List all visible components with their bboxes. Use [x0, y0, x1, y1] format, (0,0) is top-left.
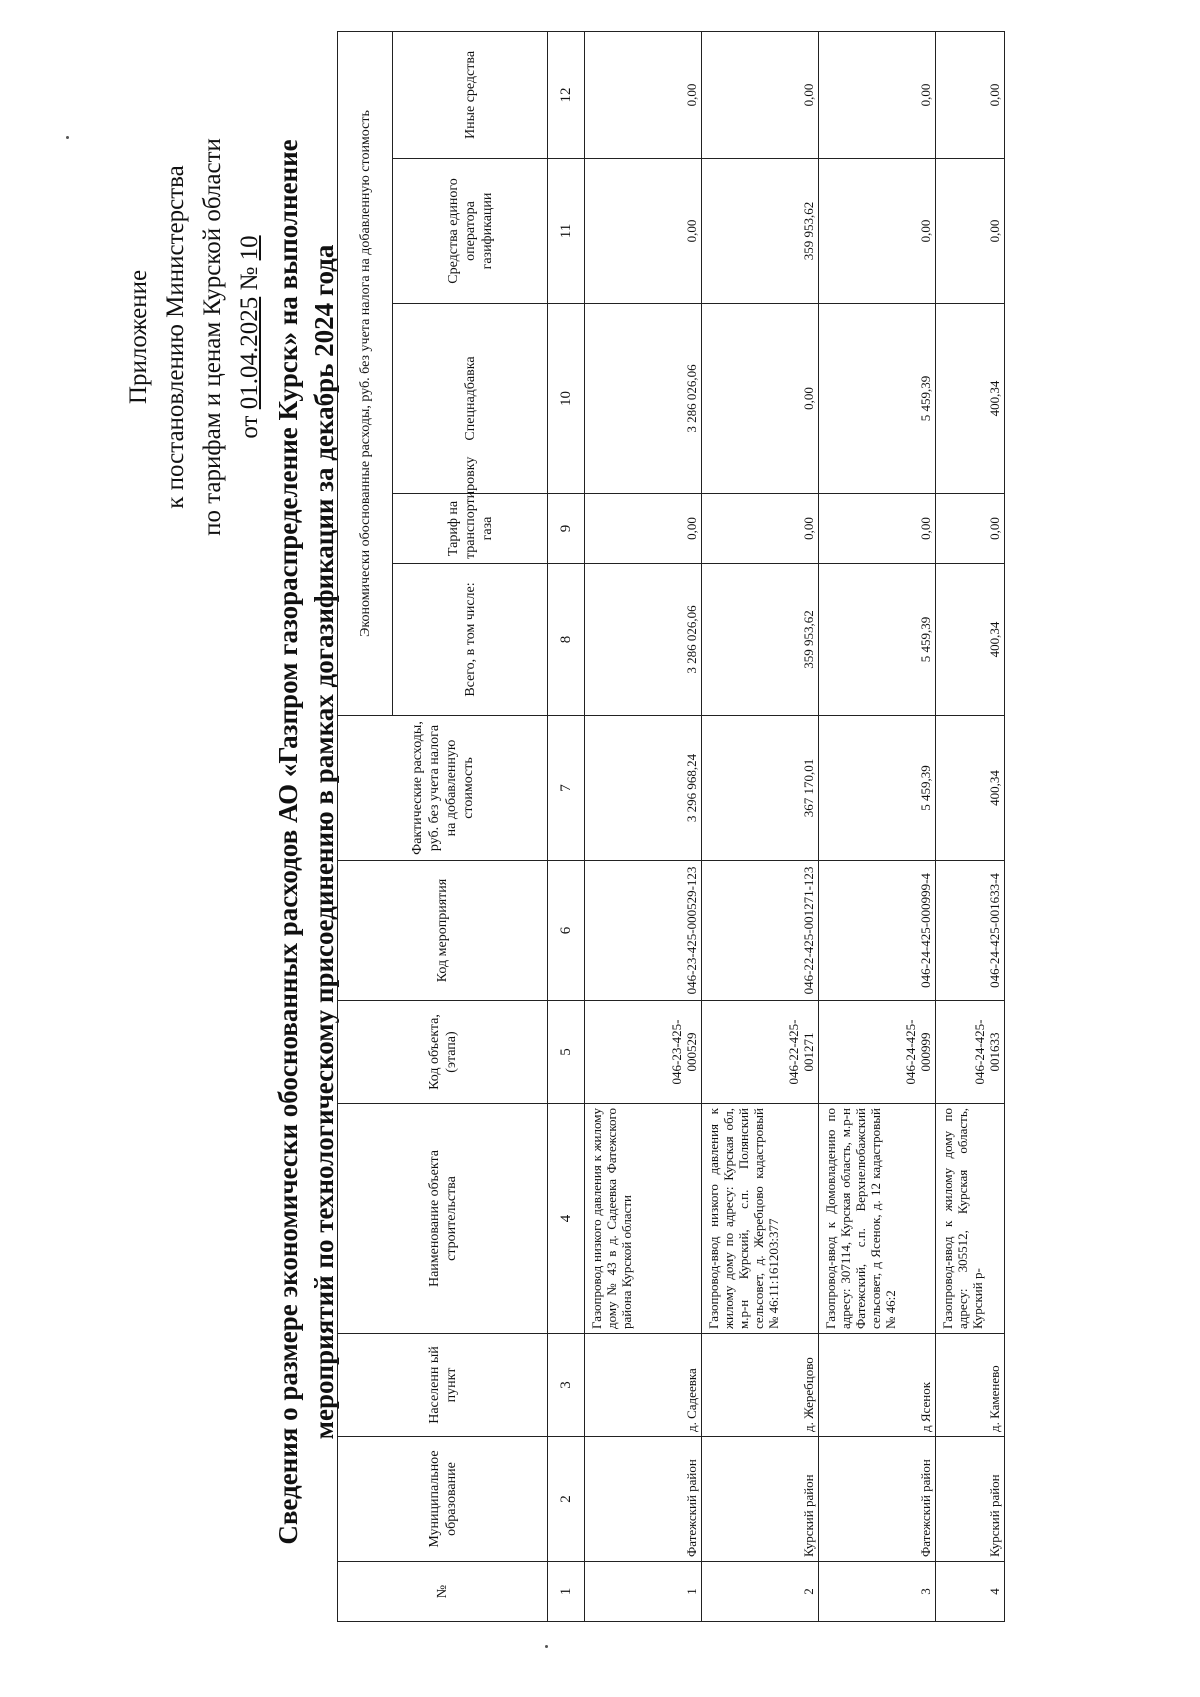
- column-number: 6: [548, 861, 585, 1001]
- cell-num: 4: [936, 1562, 1005, 1622]
- cell-event-code: 046-24-425-001633-4: [936, 861, 1005, 1001]
- cell-object-code: 046-24-425-000999: [819, 1001, 936, 1104]
- column-number: 4: [548, 1104, 585, 1334]
- header-event-code: Код мероприятия: [338, 861, 548, 1001]
- cell-object-code: 046-24-425-001633: [936, 1001, 1005, 1104]
- cell-num: 2: [702, 1562, 819, 1622]
- header-special: Спецнадбавка: [393, 304, 548, 494]
- column-number: 2: [548, 1437, 585, 1562]
- header-operator: Средства единого оператора газификации: [393, 159, 548, 304]
- title-line-2: мероприятий по технологическому присоединению в рамках догазификации за декабрь 2024 года: [309, 244, 339, 1440]
- column-number: 11: [548, 159, 585, 304]
- title-line-1: Сведения о размере экономически обоснованных расходов АО «Газпром газораспределение Курск» на выполнение: [273, 139, 303, 1545]
- number-prefix: №: [236, 266, 263, 291]
- scan-speck: [545, 1645, 548, 1648]
- expenses-table: [337, 31, 1005, 1622]
- header-econ-group: Экономически обоснованные расходы, руб. без учета налога на добавленную стоимость: [338, 31, 393, 715]
- cell-object-name: Газопровод низкого давления к жилому дому № 43 в д. Садеевка Фатежского района Курской области: [585, 1104, 702, 1334]
- cell-operator: 359 953,62: [702, 159, 819, 304]
- cell-event-code: 046-23-425-000529-123: [585, 861, 702, 1001]
- header-tariff: Тариф на транспортировку газа: [393, 494, 548, 564]
- header-municipality: Муниципальное образование: [338, 1437, 548, 1562]
- cell-other: 0,00: [936, 31, 1005, 158]
- cell-special: 0,00: [702, 304, 819, 494]
- cell-object-name: Газопровод-ввод к Домовладению по адресу: 307114, Курская область, м.р-н Фатежский, с.п. Верхнелюбажский сельсовет, д Ясенок, д. 12 кадастровый № 46:2: [819, 1104, 936, 1334]
- cell-event-code: 046-22-425-001271-123: [702, 861, 819, 1001]
- header-row-top: [338, 31, 393, 1621]
- resolution-date: 01.04.2025: [236, 296, 263, 410]
- cell-object-code: 046-23-425-000529: [585, 1001, 702, 1104]
- column-number: 12: [548, 31, 585, 158]
- document-title: [270, 47, 342, 1637]
- cell-special: 400,34: [936, 304, 1005, 494]
- cell-settlement: д. Жеребцово: [702, 1334, 819, 1437]
- cell-event-code: 046-24-425-000999-4: [819, 861, 936, 1001]
- cell-actual: 367 170,01: [702, 716, 819, 861]
- column-number: 8: [548, 564, 585, 716]
- header-num: №: [338, 1562, 548, 1622]
- cell-tariff: 0,00: [585, 494, 702, 564]
- cell-tariff: 0,00: [819, 494, 936, 564]
- table-row: [936, 31, 1005, 1621]
- cell-settlement: д. Садеевка: [585, 1334, 702, 1437]
- cell-other: 0,00: [702, 31, 819, 158]
- cell-operator: 0,00: [819, 159, 936, 304]
- header-other: Иные средства: [393, 31, 548, 158]
- cell-other: 0,00: [819, 31, 936, 158]
- column-number: 3: [548, 1334, 585, 1437]
- cell-object-name: Газопровод-ввод к жилому дому по адресу: 305512, Курская область, Курский р-: [936, 1104, 1005, 1334]
- cell-municipality: Фатежский район: [819, 1437, 936, 1562]
- cell-num: 3: [819, 1562, 936, 1622]
- cell-actual: 400,34: [936, 716, 1005, 861]
- appendix-header: [120, 87, 268, 587]
- header-object-name: Наименование объекта строительства: [338, 1104, 548, 1334]
- cell-num: 1: [585, 1562, 702, 1622]
- resolution-number: 10: [236, 235, 263, 261]
- cell-special: 5 459,39: [819, 304, 936, 494]
- scan-speck: [66, 136, 69, 139]
- header-total: Всего, в том числе:: [393, 564, 548, 716]
- header-object-code: Код объекта, (этапа): [338, 1001, 548, 1104]
- column-number: 7: [548, 716, 585, 861]
- column-number: 10: [548, 304, 585, 494]
- cell-total: 3 286 026,06: [585, 564, 702, 716]
- appendix-line-3: по тарифам и ценам Курской области: [199, 138, 226, 536]
- appendix-date-line: [231, 87, 268, 587]
- cell-municipality: Фатежский район: [585, 1437, 702, 1562]
- cell-settlement: д Ясенок: [819, 1334, 936, 1437]
- cell-total: 400,34: [936, 564, 1005, 716]
- header-actual: Фактические расходы, руб. без учета налога на добавленную стоимость: [338, 716, 548, 861]
- cell-actual: 3 296 968,24: [585, 716, 702, 861]
- cell-other: 0,00: [585, 31, 702, 158]
- cell-operator: 0,00: [936, 159, 1005, 304]
- cell-object-code: 046-22-425-001271: [702, 1001, 819, 1104]
- header-settlement: Населенн ый пункт: [338, 1334, 548, 1437]
- cell-total: 5 459,39: [819, 564, 936, 716]
- cell-settlement: д. Каменево: [936, 1334, 1005, 1437]
- cell-municipality: Курский район: [702, 1437, 819, 1562]
- cell-object-name: Газопровод-ввод низкого давления к жилому дому по адресу: Курская обл, м.р-н Курский, с.п. Полянский сельсовет, д. Жеребцово кадастровый № 46:11:161203:377: [702, 1104, 819, 1334]
- cell-actual: 5 459,39: [819, 716, 936, 861]
- cell-tariff: 0,00: [702, 494, 819, 564]
- table-row: [702, 31, 819, 1621]
- cell-operator: 0,00: [585, 159, 702, 304]
- cell-special: 3 286 026,06: [585, 304, 702, 494]
- column-number: 1: [548, 1562, 585, 1622]
- column-number: 5: [548, 1001, 585, 1104]
- table-row: [585, 31, 702, 1621]
- table-row: [819, 31, 936, 1621]
- column-numbers-row: [548, 31, 585, 1621]
- appendix-line-1: Приложение: [125, 269, 152, 405]
- cell-tariff: 0,00: [936, 494, 1005, 564]
- date-prefix: от: [236, 415, 263, 439]
- appendix-line-2: к постановлению Министерства: [162, 165, 189, 509]
- cell-municipality: Курский район: [936, 1437, 1005, 1562]
- cell-total: 359 953,62: [702, 564, 819, 716]
- column-number: 9: [548, 494, 585, 564]
